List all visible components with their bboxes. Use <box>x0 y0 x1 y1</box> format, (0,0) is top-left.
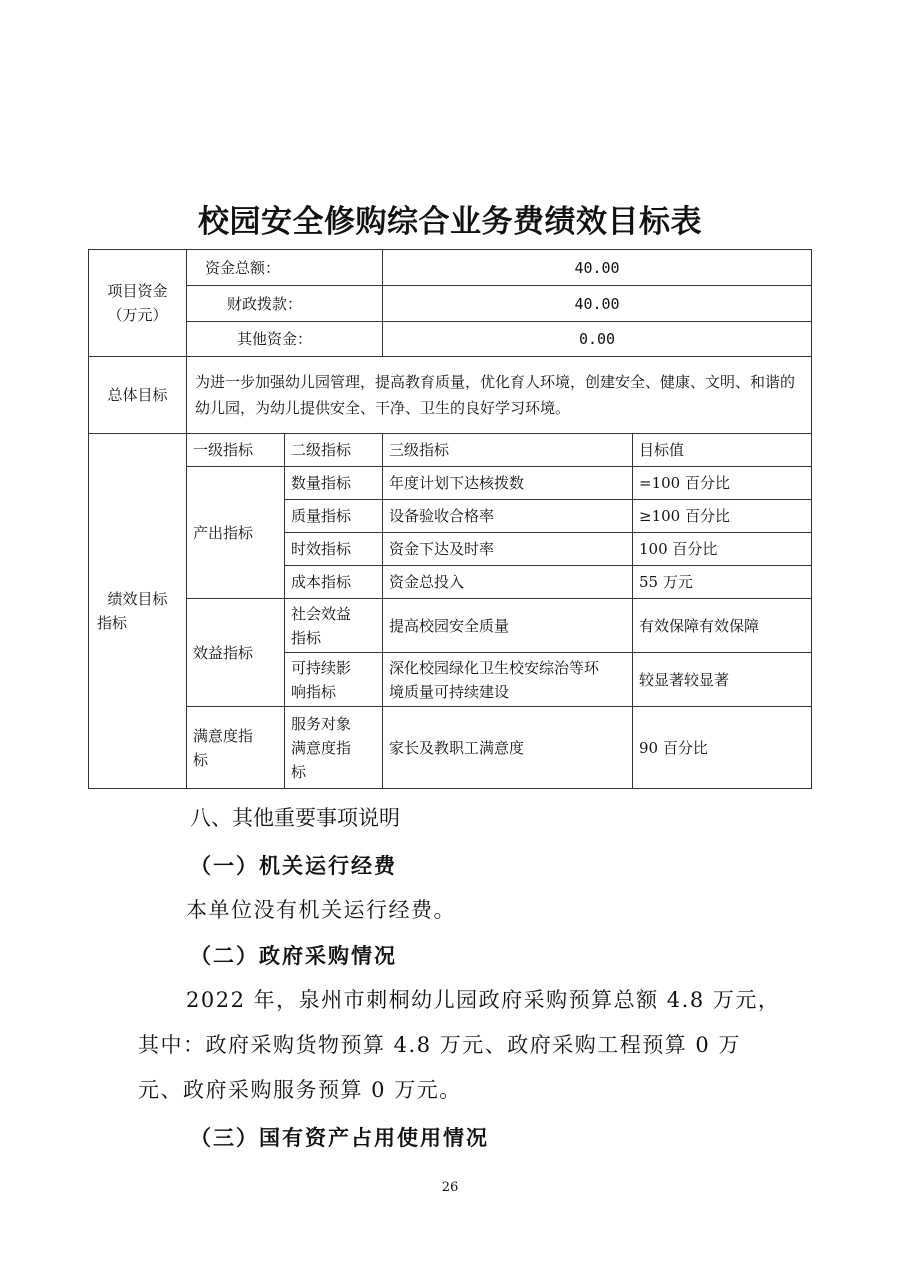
indicators-label: 绩效目标 指标 <box>89 434 187 789</box>
overall-goal-label: 总体目标 <box>89 357 187 434</box>
paragraph-8-2-line2: 其中：政府采购货物预算 4.8 万元、政府采购工程预算 0 万 <box>138 1033 741 1057</box>
table-row-l3: 设备验收合格率 <box>383 500 633 533</box>
fund-row-value: 40.00 <box>383 286 812 322</box>
table-row-target: 90 百分比 <box>633 707 812 789</box>
table-row-l3: 提高校园安全质量 <box>383 599 633 653</box>
table-row-target: 较显著较显著 <box>633 653 812 707</box>
table-row-l3: 资金总投入 <box>383 566 633 599</box>
header-cell: 一级指标 <box>187 434 285 467</box>
fund-row-label: 资金总额： <box>187 250 383 286</box>
table-row-l3: 年度计划下达核拨数 <box>383 467 633 500</box>
fund-row-label: 其他资金： <box>187 322 383 357</box>
table-row-l2: 成本指标 <box>285 566 383 599</box>
paragraph-8-2-line1: 2022 年，泉州市刺桐幼儿园政府采购预算总额 4.8 万元， <box>186 988 781 1012</box>
table-row-target: 55 万元 <box>633 566 812 599</box>
table-row-l2: 社会效益 指标 <box>285 599 383 653</box>
header-cell: 三级指标 <box>383 434 633 467</box>
page-number: 26 <box>441 1180 459 1195</box>
header-cell: 二级指标 <box>285 434 383 467</box>
table-row-target: 有效保障有效保障 <box>633 599 812 653</box>
table-row-l3: 资金下达及时率 <box>383 533 633 566</box>
table-row-target: 100 百分比 <box>633 533 812 566</box>
header-cell: 目标值 <box>633 434 812 467</box>
table-row-l3: 深化校园绿化卫生校安综治等环 境质量可持续建设 <box>383 653 633 707</box>
table-row-l2: 数量指标 <box>285 467 383 500</box>
table-row-target: ≥100 百分比 <box>633 500 812 533</box>
paragraph-8-1: 本单位没有机关运行经费。 <box>186 898 456 922</box>
section-heading-8-3: （三）国有资产占用使用情况 <box>190 1126 489 1150</box>
table-row-l2: 可持续影 响指标 <box>285 653 383 707</box>
overall-goal-text: 为进一步加强幼儿园管理，提高教育质量，优化育人环境，创建安全、健康、文明、和谐的幼儿园，为幼儿提供安全、干净、卫生的良好学习环境。 <box>187 357 812 434</box>
paragraph-8-2-line3: 元、政府采购服务预算 0 万元。 <box>138 1078 462 1102</box>
satisfaction-indicator-label: 满意度指 标 <box>187 707 285 789</box>
table-row-l2: 服务对象 满意度指 标 <box>285 707 383 789</box>
table-row-l2: 时效指标 <box>285 533 383 566</box>
table-row-l3: 家长及教职工满意度 <box>383 707 633 789</box>
table-row-target: =100 百分比 <box>633 467 812 500</box>
output-indicator-label: 产出指标 <box>187 467 285 599</box>
benefit-indicator-label: 效益指标 <box>187 599 285 707</box>
fund-row-value: 0.00 <box>383 322 812 357</box>
fund-row-value: 40.00 <box>383 250 812 286</box>
table-row-l2: 质量指标 <box>285 500 383 533</box>
performance-table <box>88 249 812 789</box>
page-title: 校园安全修购综合业务费绩效目标表 <box>198 204 702 240</box>
section-heading-8: 八、其他重要事项说明 <box>190 806 400 830</box>
section-heading-8-1: （一）机关运行经费 <box>190 854 397 878</box>
fund-row-label: 财政拨款： <box>187 286 383 322</box>
section-heading-8-2: （二）政府采购情况 <box>190 944 397 968</box>
funds-label: 项目资金 （万元） <box>89 250 187 357</box>
